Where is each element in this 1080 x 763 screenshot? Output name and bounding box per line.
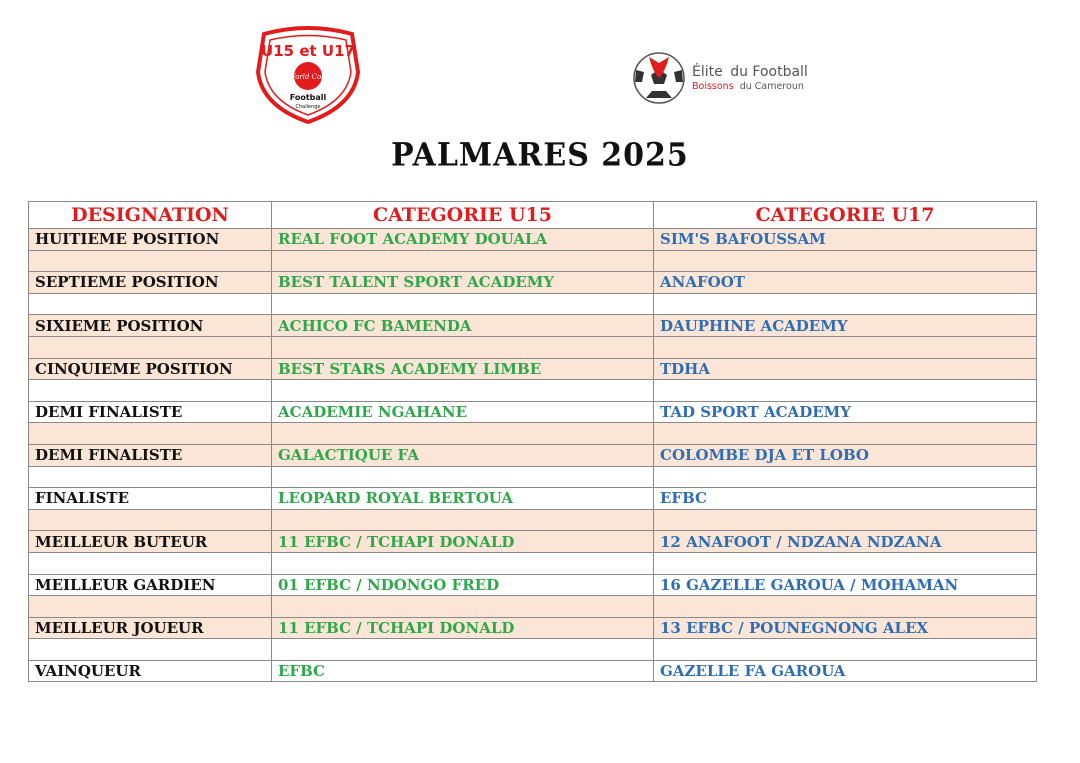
- logo-script-text: World Cola: [288, 73, 328, 81]
- designation-cell: CINQUIEME POSITION: [29, 358, 272, 380]
- designation-cell: VAINQUEUR: [29, 660, 272, 682]
- spacer-row: [29, 380, 1037, 402]
- svg-text:Élite du Football: [692, 63, 808, 80]
- u15-cell: [272, 336, 654, 358]
- table-row: [29, 272, 1037, 294]
- spacer-row: [29, 596, 1037, 618]
- logo-bottom-text: Football: [289, 93, 327, 102]
- u15-cell: ACHICO FC BAMENDA: [272, 315, 654, 337]
- spacer-row: [29, 336, 1037, 358]
- table-row: [29, 229, 1037, 251]
- designation-cell: [29, 596, 272, 618]
- u17-cell: [654, 380, 1037, 402]
- spacer-row: [29, 509, 1037, 531]
- table-row: [29, 617, 1037, 639]
- designation-cell: SIXIEME POSITION: [29, 315, 272, 337]
- table-row: [29, 444, 1037, 466]
- spacer-row: [29, 423, 1037, 445]
- u17-cell: 12 ANAFOOT / NDZANA NDZANA: [654, 531, 1037, 553]
- u15-cell: 01 EFBC / NDONGO FRED: [272, 574, 654, 596]
- designation-cell: [29, 293, 272, 315]
- designation-cell: MEILLEUR BUTEUR: [29, 531, 272, 553]
- u15-cell: ACADEMIE NGAHANE: [272, 401, 654, 423]
- u17-cell: [654, 466, 1037, 488]
- u17-cell: 16 GAZELLE GAROUA / MOHAMAN: [654, 574, 1037, 596]
- table-row: [29, 358, 1037, 380]
- spacer-row: [29, 293, 1037, 315]
- u17-cell: [654, 552, 1037, 574]
- u15-cell: [272, 293, 654, 315]
- u15-cell: EFBC: [272, 660, 654, 682]
- u15-cell: [272, 596, 654, 618]
- designation-cell: MEILLEUR JOUEUR: [29, 617, 272, 639]
- designation-cell: [29, 639, 272, 661]
- designation-cell: MEILLEUR GARDIEN: [29, 574, 272, 596]
- u15-cell: [272, 639, 654, 661]
- designation-cell: [29, 250, 272, 272]
- u17-cell: [654, 423, 1037, 445]
- u15-cell: REAL FOOT ACADEMY DOUALA: [272, 229, 654, 251]
- spacer-row: [29, 639, 1037, 661]
- header-categorie-u17: CATEGORIE U17: [654, 202, 1037, 229]
- logo-elite-text: Élite: [692, 64, 723, 80]
- u17-cell: [654, 250, 1037, 272]
- designation-cell: [29, 466, 272, 488]
- u17-cell: SIM'S BAFOUSSAM: [654, 229, 1037, 251]
- u17-cell: COLOMBE DJA ET LOBO: [654, 444, 1037, 466]
- u17-cell: [654, 509, 1037, 531]
- logo-boissons-text: Boissons: [692, 81, 734, 92]
- logo-du-football-text: du Football: [730, 64, 808, 80]
- u17-cell: DAUPHINE ACADEMY: [654, 315, 1037, 337]
- header-categorie-u15: CATEGORIE U15: [272, 202, 654, 229]
- spacer-row: [29, 250, 1037, 272]
- u15-u17-tournament-logo: [254, 26, 362, 124]
- palmares-table: [28, 201, 1037, 682]
- designation-cell: DEMI FINALISTE: [29, 444, 272, 466]
- u15-cell: 11 EFBC / TCHAPI DONALD: [272, 617, 654, 639]
- u17-cell: [654, 336, 1037, 358]
- designation-cell: HUITIEME POSITION: [29, 229, 272, 251]
- designation-cell: [29, 380, 272, 402]
- svg-text:Boissons du Cameroun: [692, 81, 804, 92]
- u15-cell: BEST STARS ACADEMY LIMBE: [272, 358, 654, 380]
- spacer-row: [29, 466, 1037, 488]
- designation-cell: [29, 509, 272, 531]
- u17-cell: TDHA: [654, 358, 1037, 380]
- u15-cell: [272, 552, 654, 574]
- logo-du-cameroun-text: du Cameroun: [739, 81, 804, 92]
- table-row: [29, 531, 1037, 553]
- table-row: [29, 574, 1037, 596]
- u15-cell: [272, 250, 654, 272]
- u15-cell: [272, 466, 654, 488]
- table-header-row: [29, 202, 1037, 229]
- u15-cell: GALACTIQUE FA: [272, 444, 654, 466]
- u17-cell: [654, 293, 1037, 315]
- spacer-row: [29, 552, 1037, 574]
- u15-cell: [272, 423, 654, 445]
- u15-cell: BEST TALENT SPORT ACADEMY: [272, 272, 654, 294]
- logo-top-text: U15 et U17: [261, 42, 355, 60]
- designation-cell: DEMI FINALISTE: [29, 401, 272, 423]
- u17-cell: [654, 596, 1037, 618]
- logo-tagline: Challenge: [295, 104, 321, 110]
- u17-cell: TAD SPORT ACADEMY: [654, 401, 1037, 423]
- table-row: [29, 315, 1037, 337]
- u15-cell: LEOPARD ROYAL BERTOUA: [272, 488, 654, 510]
- designation-cell: [29, 552, 272, 574]
- page-title: PALMARES 2025: [391, 137, 689, 174]
- table-row: [29, 660, 1037, 682]
- designation-cell: SEPTIEME POSITION: [29, 272, 272, 294]
- u17-cell: EFBC: [654, 488, 1037, 510]
- u15-cell: [272, 380, 654, 402]
- table-row: [29, 488, 1037, 510]
- u15-cell: [272, 509, 654, 531]
- designation-cell: [29, 336, 272, 358]
- elite-du-football-logo: [632, 48, 812, 108]
- header-designation: DESIGNATION: [29, 202, 272, 229]
- designation-cell: FINALISTE: [29, 488, 272, 510]
- u17-cell: ANAFOOT: [654, 272, 1037, 294]
- u17-cell: GAZELLE FA GAROUA: [654, 660, 1037, 682]
- u17-cell: [654, 639, 1037, 661]
- u17-cell: 13 EFBC / POUNEGNONG ALEX: [654, 617, 1037, 639]
- table-row: [29, 401, 1037, 423]
- u15-cell: 11 EFBC / TCHAPI DONALD: [272, 531, 654, 553]
- designation-cell: [29, 423, 272, 445]
